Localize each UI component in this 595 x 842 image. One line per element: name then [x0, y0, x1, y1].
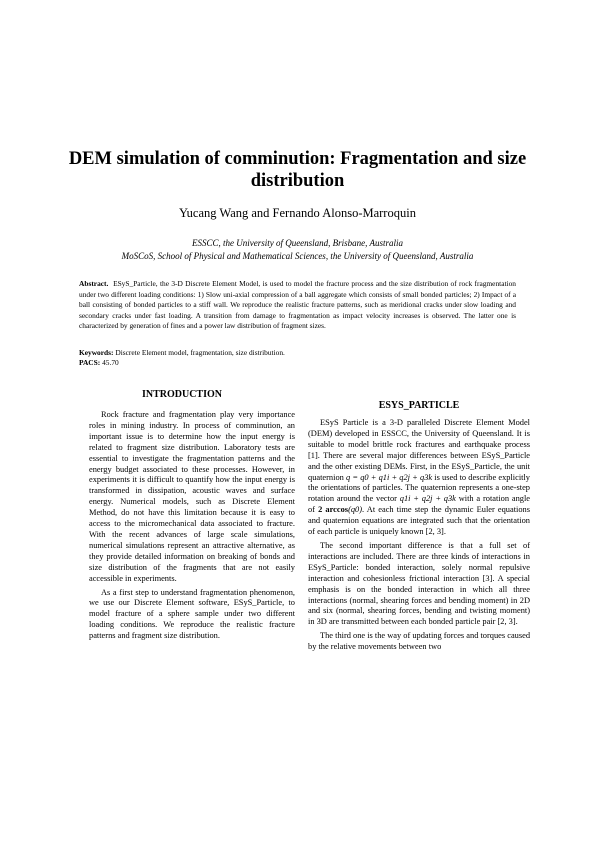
esys-particle-column [308, 418, 530, 656]
rotation-angle-equation [318, 505, 362, 514]
abstract-text: ESyS_Particle, the 3-D Discrete Element Model, is used to model the fracture process and the size distribution of rock fragmentation under two different loading conditions: 1) Slow uni-axial compression of a ball aggregate which consists of small bonded particles; 2) Impact of a ball consisting of bonded particles to a stiff wall. We reproduce the realistic fracture patterns, such as meridional cracks under slow loading and secondary cracks under fast loading. A transition from damage to fragmentation as impact velocity increases is observed. The latter one is characterized by generation of fines and a power law distribution of fragment sizes. [79, 279, 516, 330]
abstract-label: Abstract. [79, 279, 109, 288]
introduction-paragraph-1: Rock fracture and fragmentation play very importance roles in mining industry. In process of comminution, an important issue is to determine how the input energy is related to fragment size distribution. Laboratory tests are essential to investigate the fragmentation patterns and the energy budget associated to these processes. However, in experiments it is difficult to quantify how the input energy is transformed in dissipation, acoustic waves and surface energy. Numerical models, such as Discrete Element Method, do not have this limitation because it is easy to access to the micromechanical data associated to fracture. With the recent advances of large scale simulations, numerical simulations represent an attractive alternative, as they provide detailed information on breaking of bonds and size distribution of the fragments that are not easily accessible in experiments. [89, 410, 295, 583]
paper-title: DEM simulation of comminution: Fragmentation and size distribution [68, 149, 527, 191]
paper-authors: Yucang Wang and Fernando Alonso-Marroquin [179, 206, 416, 220]
esys-paragraph-1 [308, 418, 530, 538]
introduction-paragraph-2: As a first step to understand fragmentation phenomenon, we use our Discrete Element software, ESyS_Particle, to model fracture of a sphere sample under two different loading conditions. We reproduce the realistic fracture patterns and fragment size distribution. [89, 587, 295, 641]
keywords-text: Discrete Element model, fragmentation, size distribution. [115, 348, 285, 357]
keywords-label: Keywords: [79, 348, 114, 357]
pacs-text: 45.70 [102, 358, 119, 367]
quaternion-equation: q = q0 + q1i + q2j + q3k [346, 472, 433, 482]
arccos-term: 2 arccos [318, 505, 349, 515]
esys-p1-part-b: is used to describe explicitly the orientations of particles. The quaternion represents a one-step rotation around the vector [308, 472, 530, 504]
arccos-argument: (q0) [348, 505, 363, 515]
pacs-label: PACS: [79, 358, 101, 367]
affiliation-2: MoSCoS, School of Physical and Mathematical Sciences, the University of Queensland, Australia [121, 251, 474, 261]
rotation-vector-equation: q1i + q2j + q3k [399, 494, 456, 504]
abstract [79, 279, 516, 332]
introduction-heading: INTRODUCTION [141, 389, 222, 400]
keywords [79, 348, 516, 358]
pacs [79, 358, 516, 368]
esys-paragraph-3: The third one is the way of updating forces and torques caused by the relative movements between two [308, 631, 531, 652]
introduction-column [89, 410, 295, 645]
esys-paragraph-2: The second important difference is that a full set of interactions are included. There are three kinds of interactions in ESyS_Particle: bonded interaction, solely normal repulsive interaction and cohesionless frictional interaction [3]. A special emphasis is on the bonded interaction in which all three interactions (normal, shearing forces and bending moment) in 2D and six (normal, shearing forces, bending and twisting moment) in 3D are transmitted between each bonded particle pair [2, 3]. [308, 540, 530, 627]
esys-particle-heading: ESYS_PARTICLE [378, 400, 460, 411]
esys-p1-part-a: ESyS Particle is a 3-D paralleled Discrete Element Model (DEM) developed in ESSCC, the University of Queensland. It is suitable to model brittle rock fractures and earthquake process [1]. There are several major differences between ESyS_Particle and the other existing DEMs. First, in the ESyS_Particle, the unit quaternion [308, 418, 530, 482]
esys-p1-part-c: with a rotation angle of [308, 494, 530, 515]
affiliation-1: ESSCC, the University of Queensland, Brisbane, Australia [191, 238, 404, 248]
esys-p1-part-d: . At each time step the dynamic Euler equations and quaternion equations are integrated such that the orientation of each particle is uniquely known [2, 3]. [308, 505, 531, 537]
